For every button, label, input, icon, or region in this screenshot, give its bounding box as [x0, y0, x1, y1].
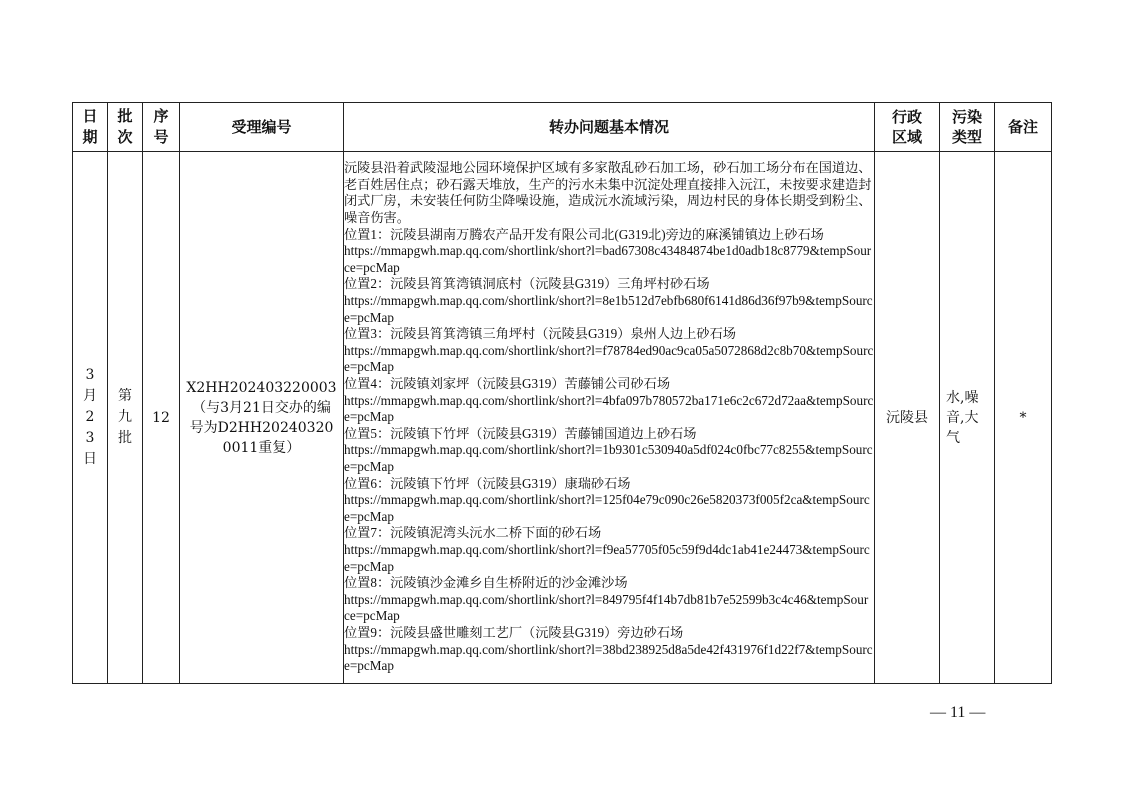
- location-url: https://mmapgwh.map.qq.com/shortlink/short?l=125f04e79c090c26e5820373f005f2ca&tempSource=pcMap: [344, 492, 870, 524]
- location-label: 位置4：沅陵镇刘家坪（沅陵县G319）苦藤铺公司砂石场: [344, 376, 671, 392]
- location-url: https://mmapgwh.map.qq.com/shortlink/short?l=1b9301c530940a5df024c0fbc77c8255&tempSource=pcMap: [344, 442, 873, 474]
- cell-date: 3月23日: [73, 152, 108, 684]
- location-url: https://mmapgwh.map.qq.com/shortlink/short?l=38bd238925d8a5de42f431976f1d22f7&tempSource=pcMap: [344, 641, 873, 674]
- location-url: https://mmapgwh.map.qq.com/shortlink/short?l=8e1b512d7ebfb680f6141d86d36f97b9&tempSource=pcMap: [344, 293, 873, 325]
- location-label: 位置8：沅陵镇沙金滩乡自生桥附近的沙金滩沙场: [344, 575, 628, 591]
- header-pollution: 污染类型: [940, 103, 995, 152]
- cell-summary: [344, 152, 875, 684]
- location-url: https://mmapgwh.map.qq.com/shortlink/short?l=f9ea57705f05c59f9d4dc1ab41e24473&tempSource=pcMap: [344, 541, 870, 574]
- header-case-no: 受理编号: [180, 103, 344, 152]
- header-summary: 转办问题基本情况: [344, 103, 875, 152]
- summary-intro: 沅陵县沿着武陵湿地公园环境保护区域有多家散乱砂石加工场，砂石加工场分布在国道边、老百姓居住点；砂石露天堆放，生产的污水未集中沉淀处理直接排入沅江，未按要求建造封闭式厂房，未安装任何防尘降噪设施，造成沅水流域污染，周边村民的身体长期受到粉尘、噪音伤害。: [344, 160, 872, 226]
- table-row: [73, 152, 1052, 684]
- location-label: 位置9：沅陵县盛世雕刻工艺厂（沅陵县G319）旁边砂石场: [344, 624, 684, 640]
- location-url: https://mmapgwh.map.qq.com/shortlink/short?l=bad67308c43484874be1d0adb18c8779&tempSource=pcMap: [344, 243, 872, 275]
- header-seq: 序号: [143, 103, 180, 152]
- header-remark: 备注: [995, 103, 1052, 152]
- location-label: 位置5：沅陵镇下竹坪（沅陵县G319）苦藤铺国道边上砂石场: [344, 425, 697, 441]
- location-label: 位置7：沅陵镇泥湾头沅水二桥下面的砂石场: [344, 525, 602, 541]
- header-row: [73, 103, 1052, 152]
- header-batch: 批次: [108, 103, 143, 152]
- location-label: 位置1：沅陵县湖南万腾农产品开发有限公司北(G319北)旁边的麻溪铺镇边上砂石场: [344, 226, 824, 242]
- page-number: — 11 —: [930, 704, 986, 721]
- location-label: 位置3：沅陵县筲箕湾镇三角坪村（沅陵县G319）泉州人边上砂石场: [344, 326, 736, 342]
- cell-seq: 12: [143, 152, 180, 684]
- location-url: https://mmapgwh.map.qq.com/shortlink/short?l=4bfa097b780572ba171e6c2c672d72aa&tempSource=pcMap: [344, 392, 874, 425]
- cell-pollution: 水,噪音,大气: [940, 152, 995, 684]
- location-label: 位置2：沅陵县筲箕湾镇洞底村（沅陵县G319）三角坪村砂石场: [344, 276, 710, 292]
- cell-case-no: X2HH202403220003（与3月21日交办的编号为D2HH202403200011重复）: [180, 152, 344, 684]
- header-date: 日期: [73, 103, 108, 152]
- header-region: 行政区域: [875, 103, 940, 152]
- location-url: https://mmapgwh.map.qq.com/shortlink/short?l=f78784ed90ac9ca05a5072868d2c8b70&tempSource=pcMap: [344, 342, 874, 375]
- location-list: [344, 227, 874, 675]
- cell-remark: *: [995, 152, 1052, 684]
- location-label: 位置6：沅陵镇下竹坪（沅陵县G319）康瑞砂石场: [344, 475, 631, 491]
- cell-region: 沅陵县: [875, 152, 940, 684]
- issue-table: [72, 102, 1052, 684]
- location-url: https://mmapgwh.map.qq.com/shortlink/short?l=849795f4f14b7db81b7e52599b3c4c46&tempSource=pcMap: [344, 591, 869, 624]
- cell-batch: 第九批: [108, 152, 143, 684]
